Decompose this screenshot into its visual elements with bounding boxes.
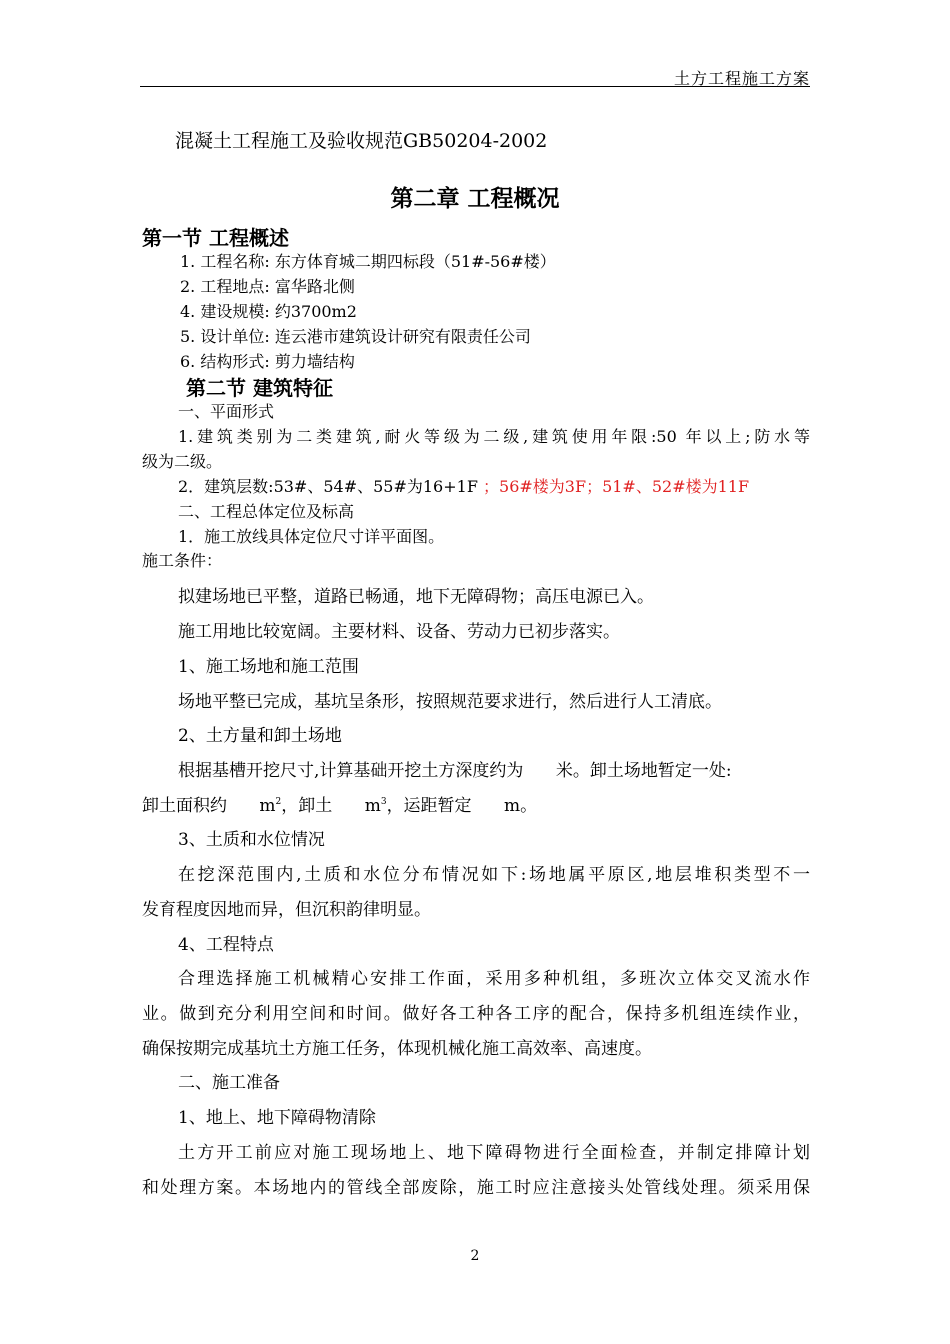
features-line1: 合理选择施工机械精心安排工作面，采用多种机组，多班次立体交叉流水作: [178, 969, 810, 989]
condition-heading: 2、土方量和卸土场地: [178, 726, 342, 746]
features-line3: 确保按期完成基坑土方施工任务，体现机械化施工高效率、高速度。: [142, 1039, 652, 1059]
earthwork-line2: [142, 791, 537, 816]
floors-text-red: ；56#楼为3F；51#、52#楼为11F: [483, 477, 750, 496]
prep-heading: 1、地上、地下障碍物清除: [178, 1108, 376, 1128]
unit-superscript: 3: [380, 797, 387, 807]
overview-item: 6. 结构形式: 剪力墙结构: [180, 352, 355, 371]
positioning-line: 1．施工放线具体定位尺寸详平面图。: [178, 527, 445, 546]
prep-title: 二、施工准备: [178, 1073, 280, 1093]
building-class-line2: 级为二级。: [142, 452, 223, 471]
prep-line1: 土方开工前应对施工现场地上、地下障碍物进行全面检查，并制定排障计划: [178, 1143, 810, 1163]
conditions-title: 施工条件：: [142, 551, 223, 570]
distance-text: ，运距暂定 m。: [386, 796, 538, 816]
running-header: 土方工程施工方案: [673, 69, 810, 88]
building-class-line1: 1.建筑类别为二类建筑,耐火等级为二级,建筑使用年限:50 年以上;防水等: [178, 427, 810, 446]
volume-text: ，卸土 m: [281, 796, 381, 816]
condition-text: 场地平整已完成，基坑呈条形，按照规范要求进行，然后进行人工清底。: [178, 692, 722, 712]
chapter-title: 第二章 工程概况: [390, 186, 560, 212]
features-line2: 业。做到充分利用空间和时间。做好各工种各工序的配合，保持多机组连续作业，: [142, 1004, 810, 1024]
overview-item: 5. 设计单位: 连云港市建筑设计研究有限责任公司: [180, 327, 531, 346]
floors-line: [178, 474, 749, 497]
reference-line: 混凝土工程施工及验收规范GB50204-2002: [175, 130, 548, 152]
overview-item: 4. 建设规模: 约3700m2: [180, 302, 357, 321]
condition-text: 拟建场地已平整，道路已畅通，地下无障碍物；高压电源已入。: [178, 587, 654, 607]
floors-text: 2．建筑层数:53#、54#、55#为16+1F: [178, 477, 484, 496]
header-rule: [140, 86, 810, 87]
soil-line2: 发育程度因地而异，但沉积韵律明显。: [142, 900, 431, 920]
overview-item: 2. 工程地点: 富华路北侧: [180, 277, 355, 296]
area-text: 卸土面积约 m: [142, 796, 276, 816]
page-number: 2: [470, 1248, 480, 1264]
unit-superscript: 2: [275, 797, 282, 807]
section2-title: 第二节 建筑特征: [186, 376, 333, 400]
section1-title: 第一节 工程概述: [142, 226, 289, 250]
condition-text: 施工用地比较宽阔。主要材料、设备、劳动力已初步落实。: [178, 622, 620, 642]
subheading-plan-form: 一、平面形式: [178, 402, 275, 421]
soil-line1: 在挖深范围内,土质和水位分布情况如下:场地属平原区,地层堆积类型不一: [178, 865, 810, 885]
earthwork-line1: 根据基槽开挖尺寸,计算基础开挖土方深度约为 米。卸土场地暂定一处:: [178, 761, 732, 781]
condition-heading: 4、工程特点: [178, 935, 274, 955]
condition-heading: 1、施工场地和施工范围: [178, 657, 359, 677]
condition-heading: 3、土质和水位情况: [178, 830, 325, 850]
prep-line2: 和处理方案。本场地内的管线全部废除，施工时应注意接头处管线处理。须采用保: [142, 1178, 810, 1198]
subheading-positioning: 二、工程总体定位及标高: [178, 502, 355, 521]
overview-item: 1. 工程名称: 东方体育城二期四标段（51#-56#楼）: [180, 252, 556, 271]
